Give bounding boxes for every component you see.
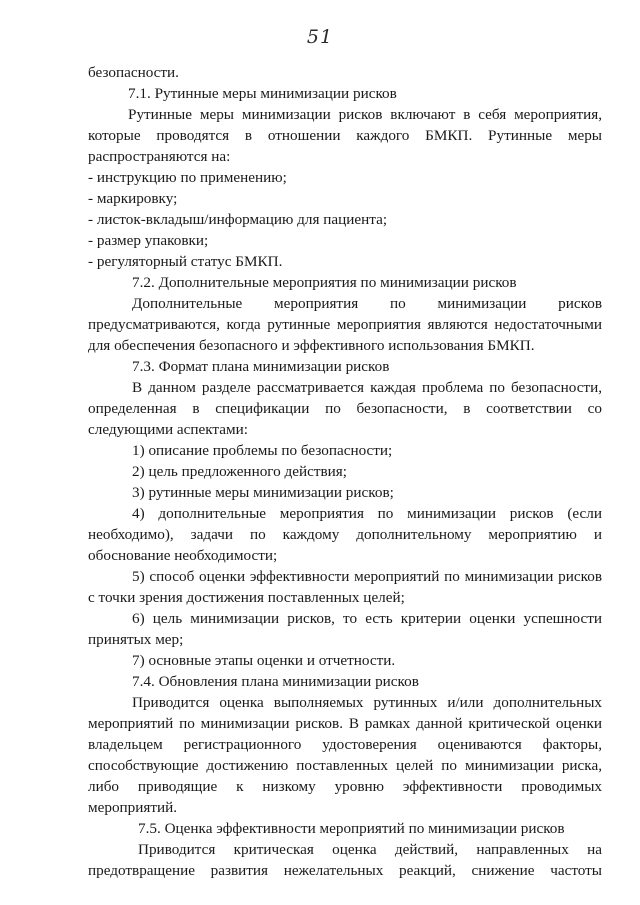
list-item: 3) рутинные меры минимизации рисков; bbox=[132, 484, 394, 501]
list-item: 7) основные этапы оценки и отчетности. bbox=[132, 652, 396, 669]
text-line: владельцем регистрационного удостоверения оцениваются факторы, bbox=[88, 736, 602, 753]
text-line: Дополнительные мероприятия по минимизации рисков bbox=[132, 295, 602, 312]
text-line: которые проводятся в отношении каждого БМКП. Рутинные меры bbox=[88, 127, 602, 144]
text-line: с точки зрения достижения поставленных целей; bbox=[88, 589, 405, 606]
text-line: способствующие достижению поставленных целей по минимизации риска, bbox=[88, 757, 602, 774]
text-line: Рутинные меры минимизации рисков включают в себя мероприятия, bbox=[128, 106, 602, 123]
text-line: Приводится критическая оценка действий, направленных на bbox=[138, 841, 602, 858]
list-item: - маркировку; bbox=[88, 190, 178, 207]
list-item: 1) описание проблемы по безопасности; bbox=[132, 442, 393, 459]
section-heading-7-2: 7.2. Дополнительные мероприятия по минимизации рисков bbox=[132, 274, 517, 291]
text-line: мероприятий по минимизации рисков. В рамках данной критической оценки bbox=[88, 715, 602, 732]
list-item: - размер упаковки; bbox=[88, 232, 209, 249]
text-line: обоснование необходимости; bbox=[88, 547, 278, 564]
text-line: предотвращение развития нежелательных реакций, снижение частоты bbox=[88, 862, 602, 879]
text-line: определенная в спецификации по безопасности, в соответствии со bbox=[88, 400, 602, 417]
list-item: - регуляторный статус БМКП. bbox=[88, 253, 283, 270]
list-item: 5) способ оценки эффективности мероприятий по минимизации рисков bbox=[132, 568, 602, 585]
text-line: безопасности. bbox=[88, 64, 179, 81]
section-heading-7-1: 7.1. Рутинные меры минимизации рисков bbox=[128, 85, 397, 102]
document-body bbox=[88, 62, 602, 881]
text-line: Приводится оценка выполняемых рутинных и/или дополнительных bbox=[132, 694, 602, 711]
page-number: 51 bbox=[306, 26, 334, 48]
list-item: - инструкцию по применению; bbox=[88, 169, 287, 186]
text-line: следующими аспектами: bbox=[88, 421, 248, 438]
list-item: - листок-вкладыш/информацию для пациента; bbox=[88, 211, 388, 228]
list-item: 6) цель минимизации рисков, то есть критерии оценки успешности bbox=[132, 610, 602, 627]
section-heading-7-5: 7.5. Оценка эффективности мероприятий по минимизации рисков bbox=[138, 820, 565, 837]
text-line: В данном разделе рассматривается каждая проблема по безопасности, bbox=[132, 379, 602, 396]
text-line: распространяются на: bbox=[88, 148, 231, 165]
section-heading-7-3: 7.3. Формат плана минимизации рисков bbox=[132, 358, 390, 375]
text-line: необходимо), задачи по каждому дополнительному мероприятию и bbox=[88, 526, 602, 543]
text-line: для обеспечения безопасного и эффективного использования БМКП. bbox=[88, 337, 535, 354]
list-item: 2) цель предложенного действия; bbox=[132, 463, 348, 480]
text-line: либо приводящие к низкому уровню эффективности проводимых bbox=[88, 778, 602, 795]
section-heading-7-4: 7.4. Обновления плана минимизации рисков bbox=[132, 673, 419, 690]
list-item: 4) дополнительные мероприятия по минимизации рисков (если bbox=[132, 505, 602, 522]
text-line: предусматриваются, когда рутинные мероприятия являются недостаточными bbox=[88, 316, 602, 333]
text-line: мероприятий. bbox=[88, 799, 178, 816]
text-line: принятых мер; bbox=[88, 631, 184, 648]
